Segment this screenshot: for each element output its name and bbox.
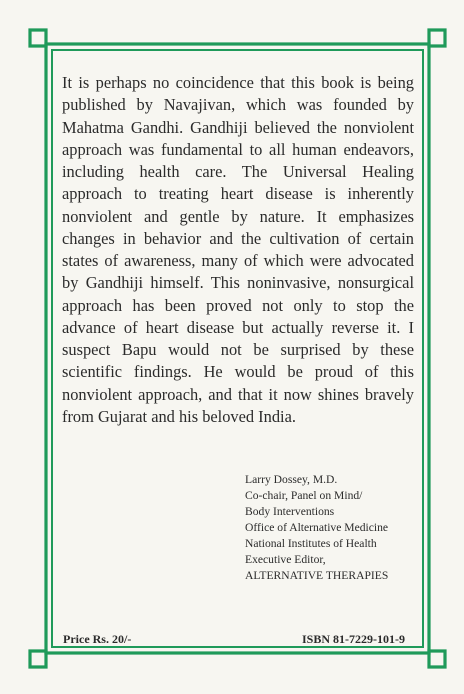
signature-title: Body Interventions (245, 505, 335, 518)
corner-ornament-tr (429, 30, 445, 46)
signature-block (245, 472, 388, 584)
signature-institution: National Institutes of Health (245, 537, 377, 550)
signature-title: Co-chair, Panel on Mind/ (245, 489, 363, 502)
signature-name: Larry Dossey, M.D. (245, 473, 338, 486)
price-label: Price Rs. 20/- (63, 632, 132, 646)
signature-office: Office of Alternative Medicine (245, 521, 389, 534)
body-paragraph: It is perhaps no coincidence that this book is being published by Navajivan, which was founded by Mahatma Gandhi. Gandhiji believed the nonviolent approach was fundamental to all human endeavors, including health care. The Universal Healing approach to treating heart disease is inherently nonviolent and gentle by nature. It emphasizes changes in behavior and the cultivation of certain states of awareness, many of which were advocated by Gandhiji himself. This noninvasive, nonsurgical approach has been proved not only to stop the advance of heart disease but actually reverse it. I suspect Bapu would not be surprised by these scientific findings. He would be proud of this nonviolent approach, and that it now shines bravely from Gujarat and his beloved India. (62, 73, 414, 426)
corner-ornament-br (429, 651, 445, 667)
isbn-label: ISBN 81-7229-101-9 (302, 632, 406, 646)
signature-role: Executive Editor, (245, 553, 326, 566)
signature-publication: ALTERNATIVE THERAPIES (245, 569, 389, 582)
corner-ornament-bl (30, 651, 46, 667)
corner-ornament-tl (30, 30, 46, 46)
